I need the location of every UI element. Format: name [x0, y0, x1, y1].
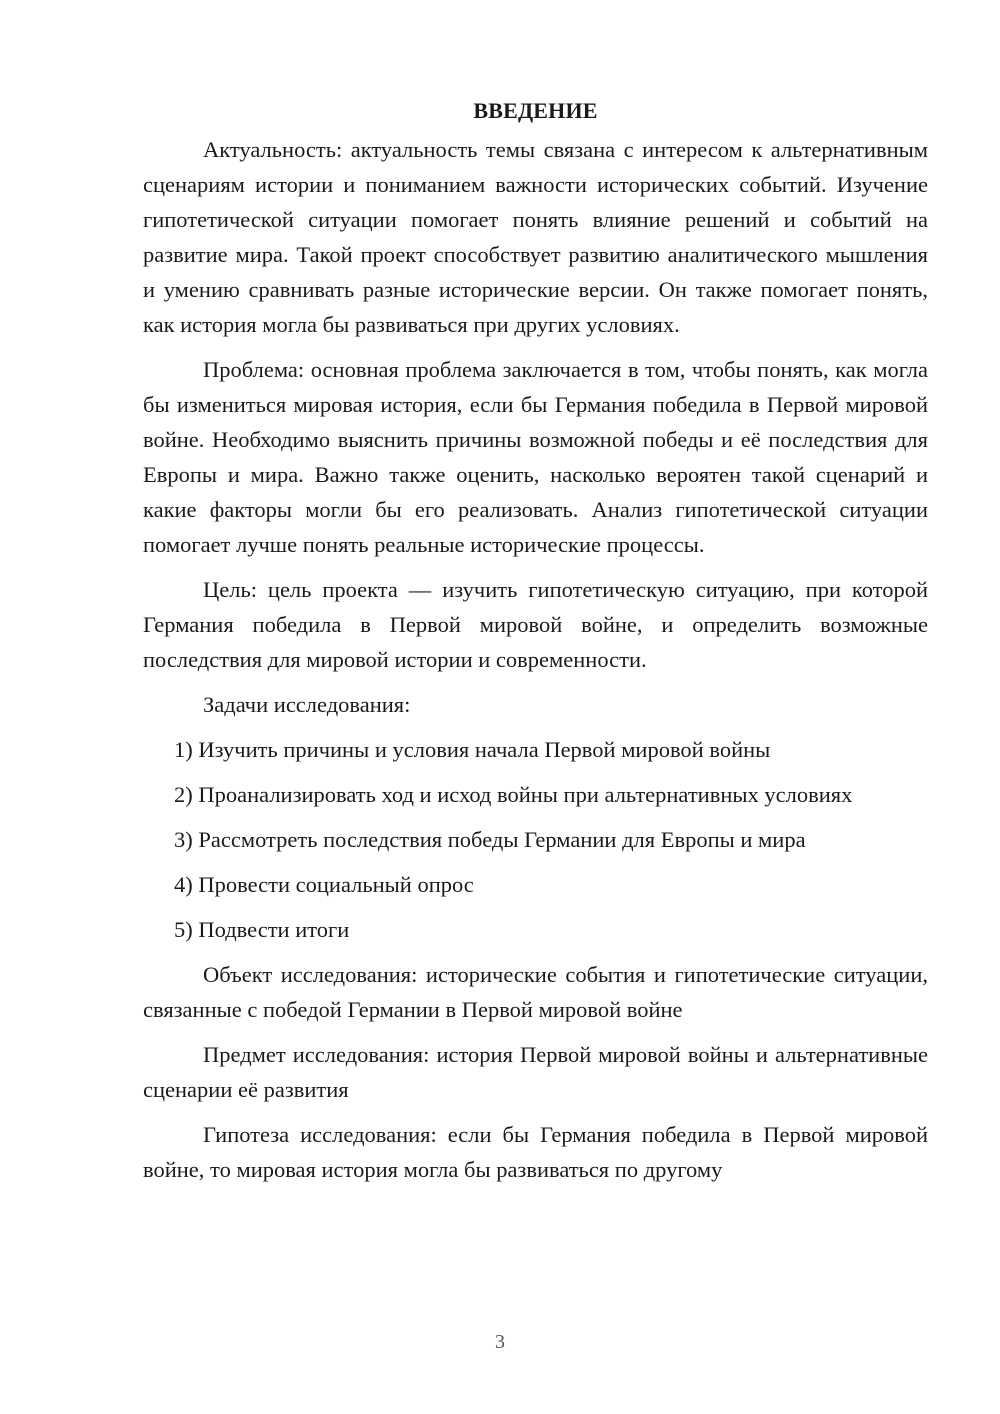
paragraph-problem: Проблема: основная проблема заключается в том, чтобы понять, как могла бы измениться мировая история, если бы Германия победила в Первой мировой войне. Необходимо выяснить причины возможной победы и её последствия для Европы и мира. Важно также оценить, насколько вероятен такой сценарий и какие факторы могли бы его реализовать. Анализ гипотетической ситуации помогает лучше понять реальные исторические процессы.: [143, 357, 928, 557]
task-item-5: 5) Подвести итоги: [174, 917, 350, 942]
task-item-3: 3) Рассмотреть последствия победы Германии для Европы и мира: [174, 827, 806, 852]
paragraph-hypothesis: Гипотеза исследования: если бы Германия победила в Первой мировой войне, то мировая история могла бы развиваться по другому: [143, 1122, 928, 1182]
paragraph-object: Объект исследования: исторические события и гипотетические ситуации, связанные с победой Германии в Первой мировой войне: [143, 962, 928, 1022]
task-item-4: 4) Провести социальный опрос: [174, 872, 474, 897]
page-title: ВВЕДЕНИЕ: [473, 98, 598, 123]
page-number: 3: [495, 1331, 505, 1353]
paragraph-goal: Цель: цель проекта — изучить гипотетическую ситуацию, при которой Германия победила в Первой мировой войне, и определить возможные последствия для мировой истории и современности.: [143, 577, 928, 672]
document-page: [143, 96, 928, 1197]
tasks-list: [143, 732, 928, 947]
tasks-heading: Задачи исследования:: [203, 692, 411, 717]
task-item-2: 2) Проанализировать ход и исход войны при альтернативных условиях: [174, 782, 853, 807]
paragraph-relevance: Актуальность: актуальность темы связана с интересом к альтернативным сценариям истории и пониманием важности исторических событий. Изучение гипотетической ситуации помогает понять влияние решений и событий на развитие мира. Такой проект способствует развитию аналитического мышления и умению сравнивать разные исторические версии. Он также помогает понять, как история могла бы развиваться при других условиях.: [143, 137, 928, 337]
paragraph-subject: Предмет исследования: история Первой мировой войны и альтернативные сценарии её развития: [143, 1042, 928, 1102]
task-item-1: 1) Изучить причины и условия начала Первой мировой войны: [174, 737, 771, 762]
